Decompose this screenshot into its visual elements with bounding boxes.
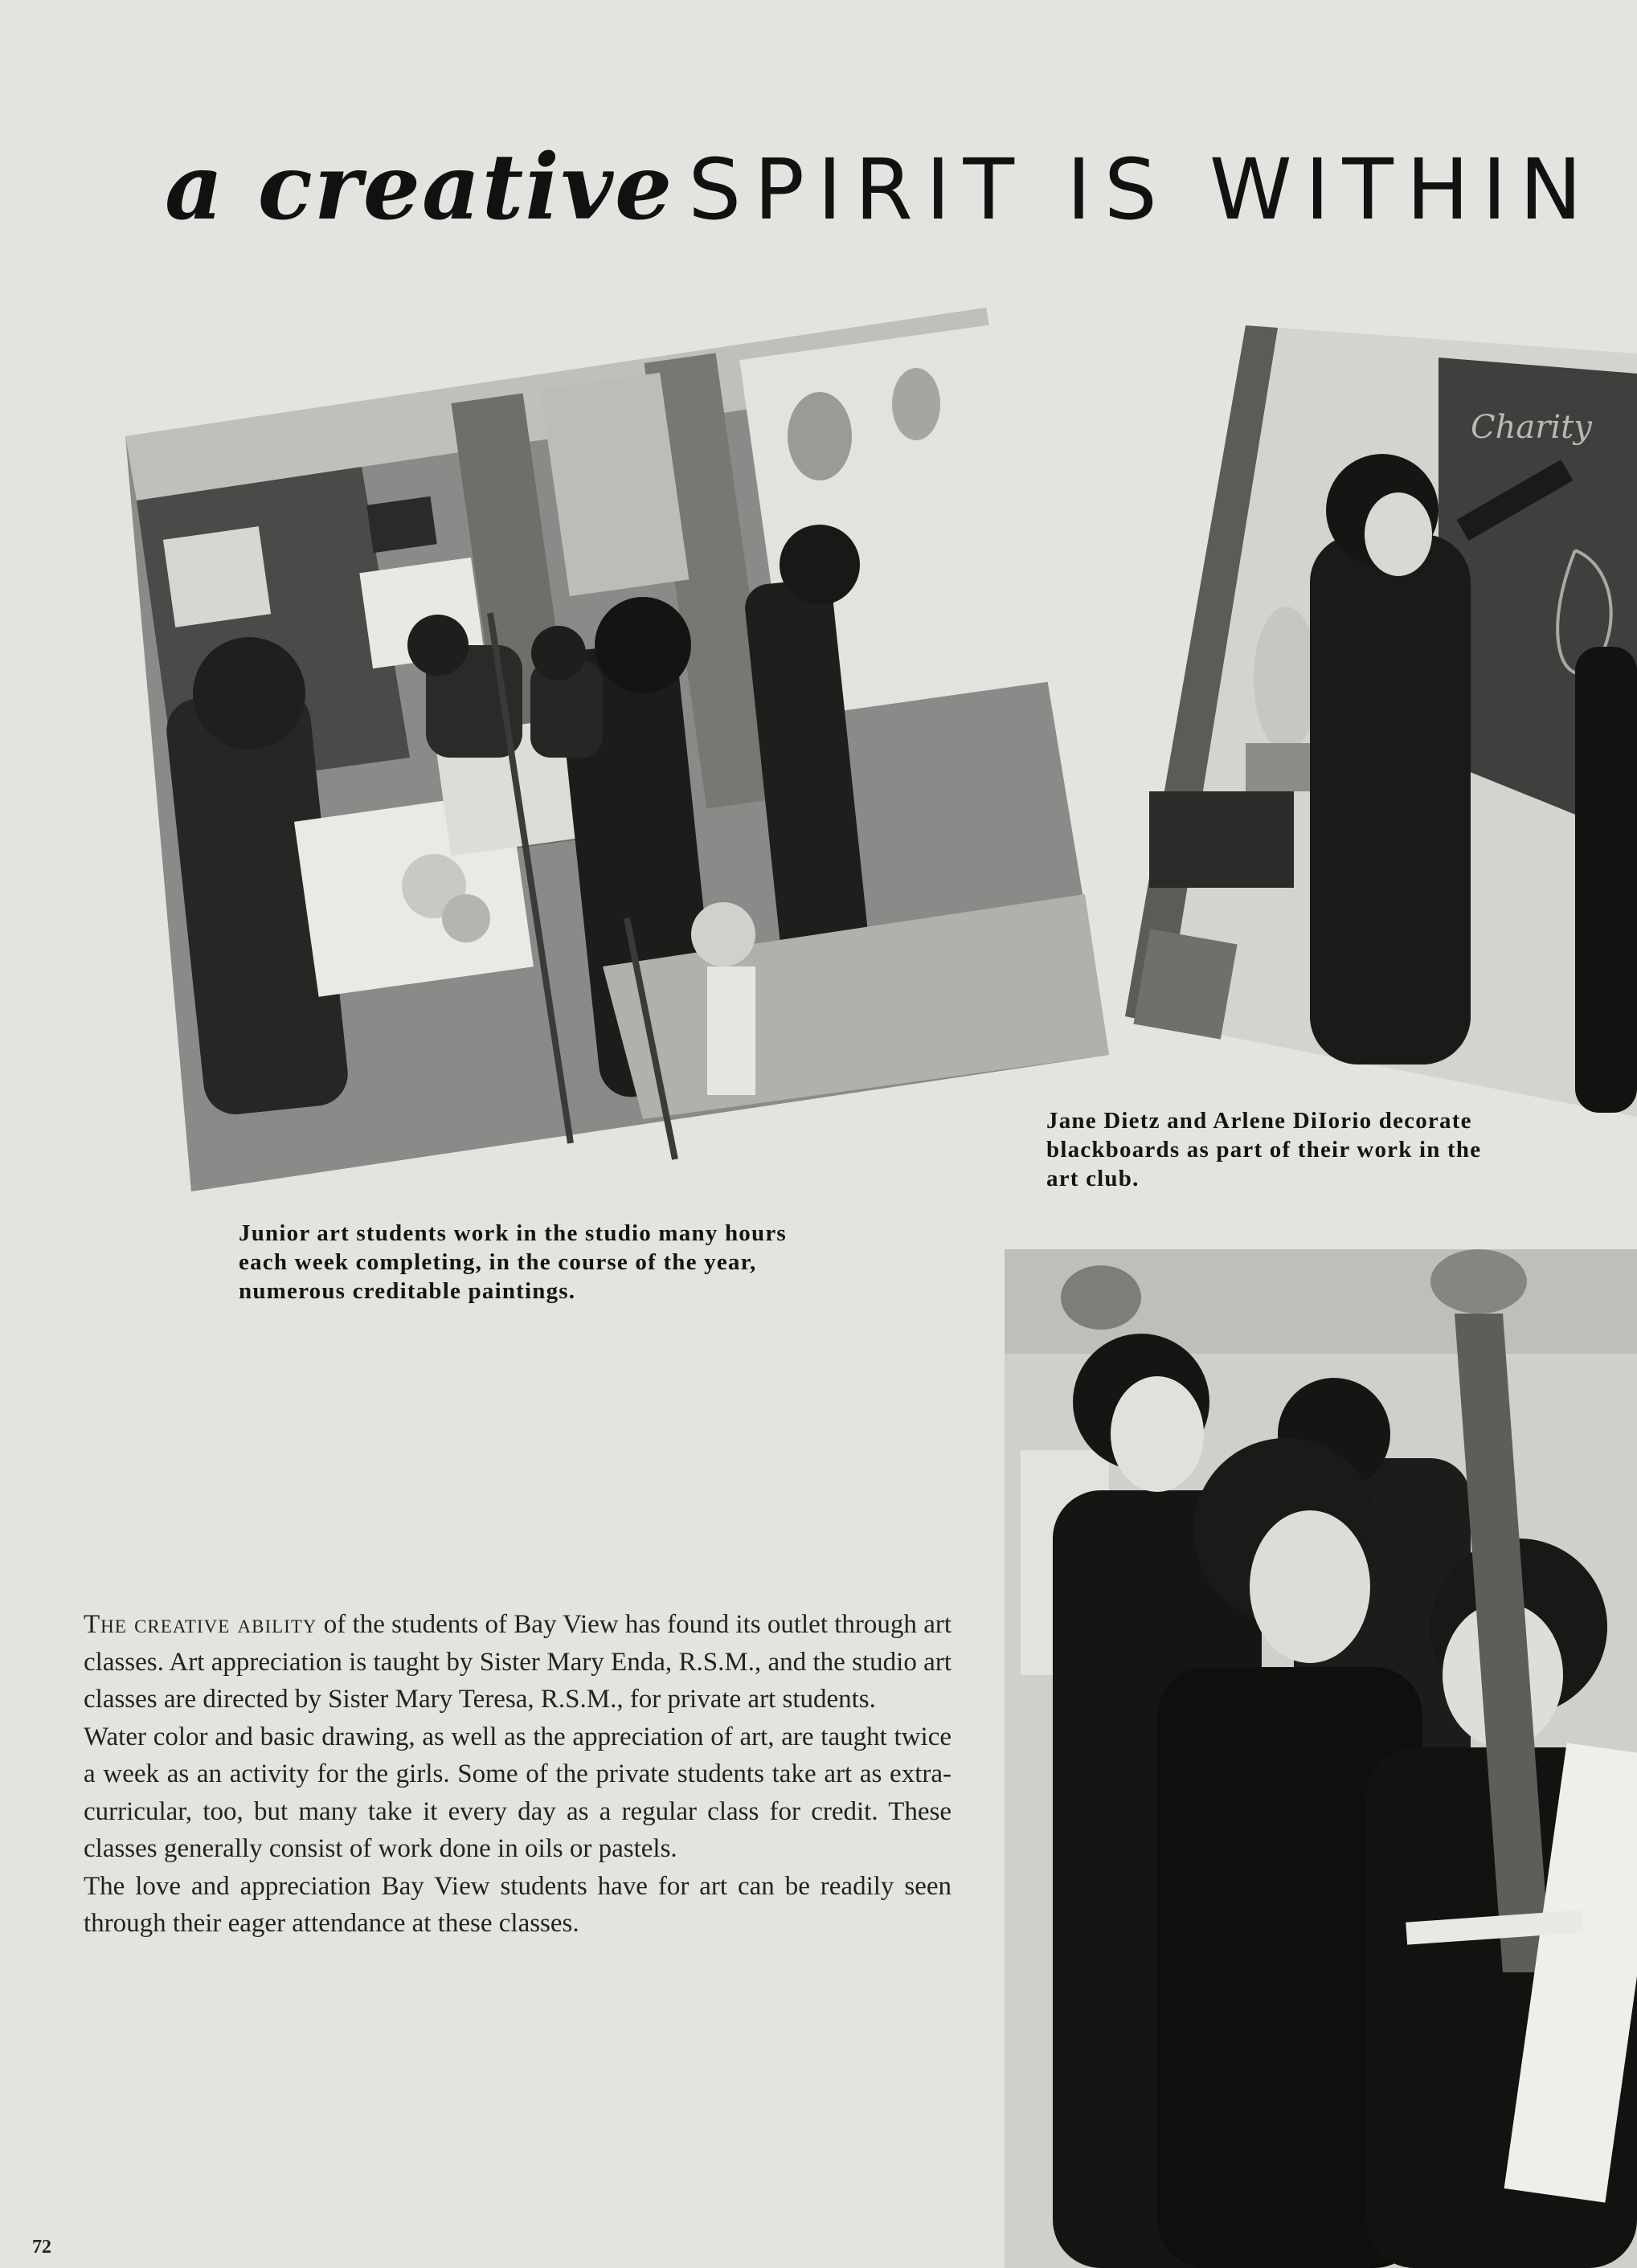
body-paragraph-3: The love and appreciation Bay View students have for art can be readily seen through their eager attendance at these classes.: [84, 1871, 952, 1938]
body-paragraph-1-text: of the students of Bay View has found its outlet through art classes. Art appreciation is taught by Sister Mary Enda, R.S.M., and the studio art classes are directed by Sister Mary Teresa, R.S.M., for private art students.: [84, 1610, 952, 1714]
article-body: [84, 1606, 952, 1943]
caption-studio-photo: Junior art students work in the studio many hours each week completing, in the course of the year, numerous creditable paintings.: [239, 1220, 787, 1304]
body-paragraph-1: [84, 1606, 952, 1718]
photo-students-at-easel: [1005, 1249, 1637, 2268]
photo-blackboard: [1125, 325, 1637, 1117]
page-title: [165, 135, 1595, 239]
photo-art-studio: [121, 308, 1113, 1191]
body-paragraph-2: Water color and basic drawing, as well as the appreciation of art, are taught twice a week as an activity for the girls. Some of the private students take art as extra-curricular, too, but many take it every day as a regular class for credit. These classes generally consist of work done in oils or pastels.: [84, 1722, 952, 1863]
body-lead-in: The creative ability: [84, 1610, 317, 1639]
svg-text:Charity: Charity: [1471, 409, 1592, 446]
page-number: 72: [32, 2237, 51, 2258]
title-caps-part: SPIRIT IS WITHIN: [688, 141, 1595, 239]
title-script-part: a creative: [165, 135, 674, 240]
caption-blackboard-photo: Jane Dietz and Arlene DiIorio decorate blackboards as part of their work in the art club.: [1046, 1108, 1482, 1191]
